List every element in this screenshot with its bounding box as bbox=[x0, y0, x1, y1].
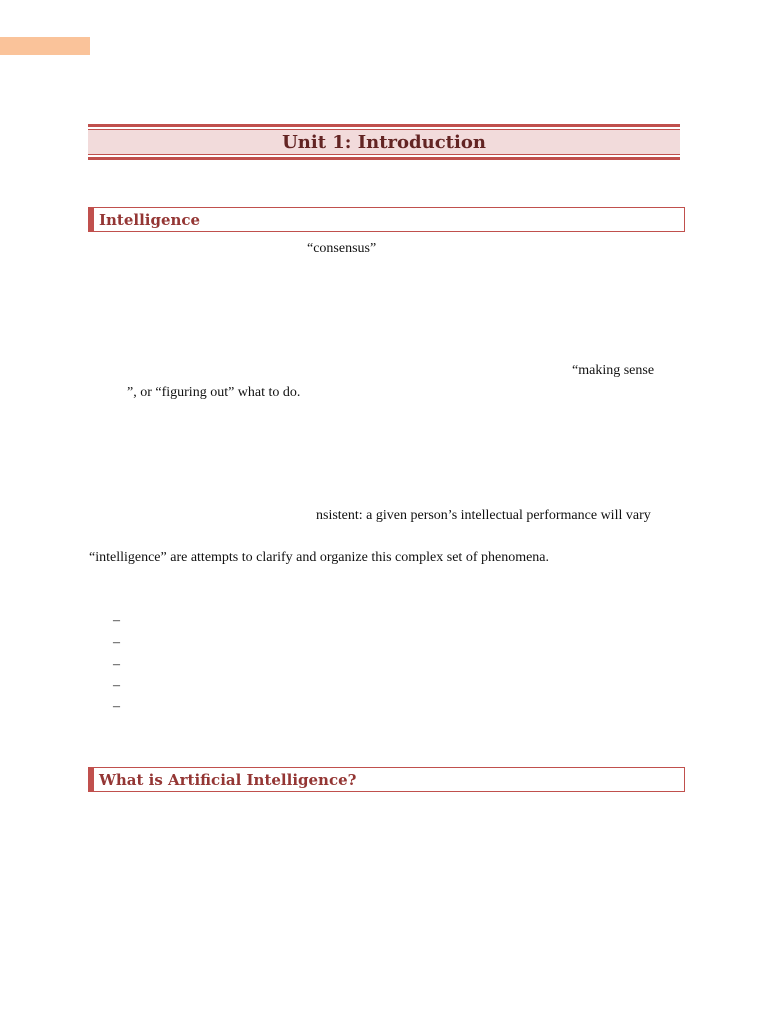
text-fragment-making-sense: “making sense bbox=[572, 363, 655, 378]
text-fragment-consensus: “consensus” bbox=[307, 241, 377, 256]
text-fragment-figuring-out: ”, or “figuring out” what to do. bbox=[127, 385, 301, 400]
text-fragment-conceptions: “intelligence” are attempts to clarify and organize this complex set of phenomena. bbox=[89, 550, 550, 565]
list-item-dash: – bbox=[113, 613, 120, 628]
unit-title: Unit 1: Introduction bbox=[282, 131, 486, 153]
list-item-dash: – bbox=[113, 699, 120, 714]
list-item-dash: – bbox=[113, 678, 120, 693]
section-heading-text: What is Artificial Intelligence? bbox=[99, 770, 357, 789]
list-item-dash: – bbox=[113, 657, 120, 672]
section-heading-text: Intelligence bbox=[99, 210, 201, 229]
section-heading-artificial-intelligence bbox=[88, 767, 685, 792]
list-item-dash: – bbox=[113, 635, 120, 650]
unit-title-fill bbox=[88, 129, 680, 155]
section-heading-intelligence bbox=[88, 207, 685, 232]
unit-title-banner bbox=[88, 124, 680, 160]
page-tab-marker bbox=[0, 37, 90, 55]
text-fragment-inconsistent: nsistent: a given person’s intellectual performance will vary bbox=[316, 508, 651, 523]
